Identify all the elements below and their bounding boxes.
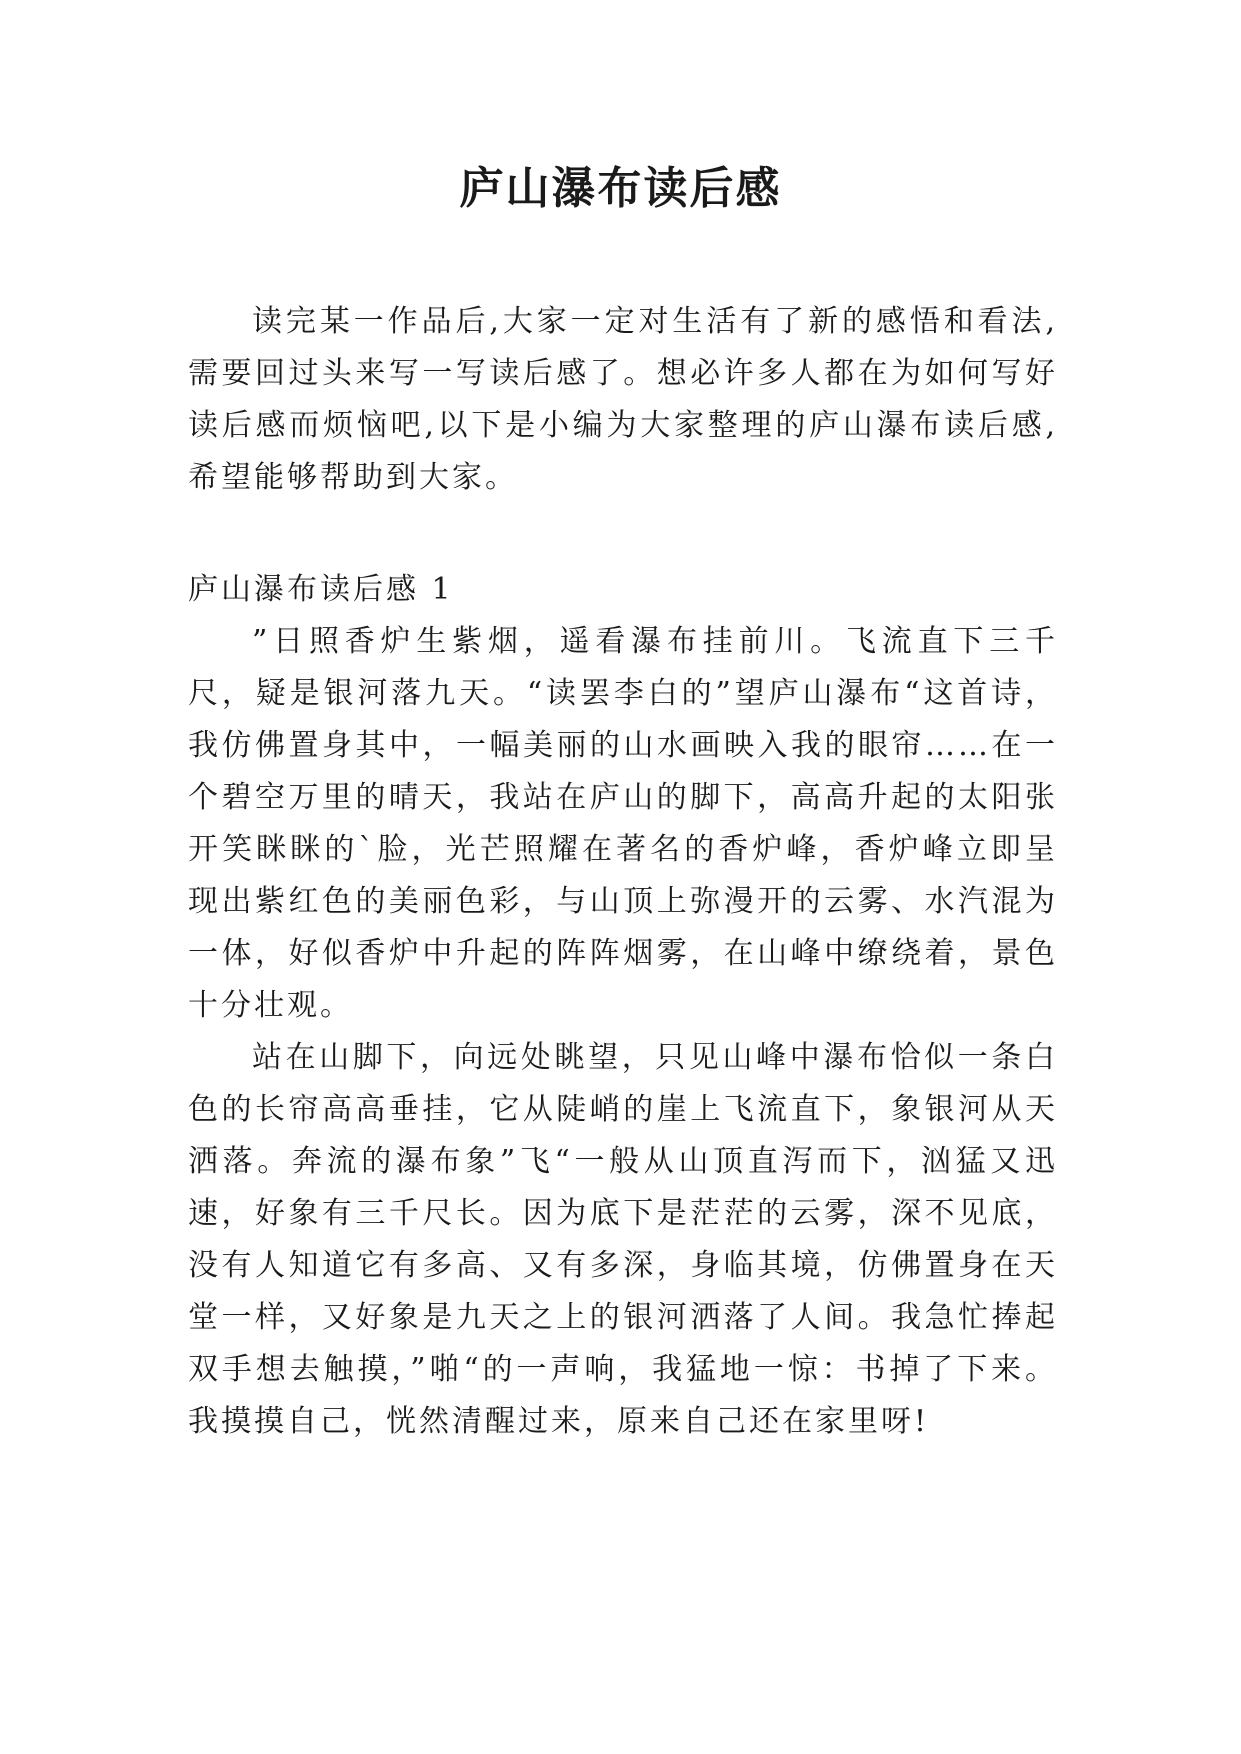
document-body [188,296,1058,1448]
spacer [188,504,1058,564]
body-paragraph-2: 站在山脚下，向远处眺望，只见山峰中瀑布恰似一条白色的长帘高高垂挂，它从陡峭的崖上飞流直下，象银河从天洒落。奔流的瀑布象”飞“一般从山顶直泻而下，汹猛又迅速，好象有三千尺长。因为底下是茫茫的云雾，深不见底，没有人知道它有多高、又有多深，身临其境，仿佛置身在天堂一样，又好象是九天之上的银河洒落了人间。我急忙捧起双手想去触摸，”啪“的一声响，我猛地一惊：书掉了下来。我摸摸自己，恍然清醒过来，原来自己还在家里呀! [188,1040,1058,1439]
body-paragraph-1: ”日照香炉生紫烟，遥看瀑布挂前川。飞流直下三千尺，疑是银河落九天。“读罢李白的”望庐山瀑布“这首诗，我仿佛置身其中，一幅美丽的山水画映入我的眼帘……在一个碧空万里的晴天，我站在庐山的脚下，高高升起的太阳张开笑眯眯的`脸，光芒照耀在著名的香炉峰，香炉峰立即呈现出紫红色的美丽色彩，与山顶上弥漫开的云雾、水汽混为一体，好似香炉中升起的阵阵烟雾，在山峰中缭绕着，景色十分壮观。 [188,624,1058,1023]
document-title: 庐山瀑布读后感 [459,163,782,214]
intro-paragraph: 读完某一作品后,大家一定对生活有了新的感悟和看法,需要回过头来写一写读后感了。想必许多人都在为如何写好读后感而烦恼吧,以下是小编为大家整理的庐山瀑布读后感,希望能够帮助到大家。 [188,304,1058,495]
section-heading: 庐山瀑布读后感 1 [188,572,454,607]
